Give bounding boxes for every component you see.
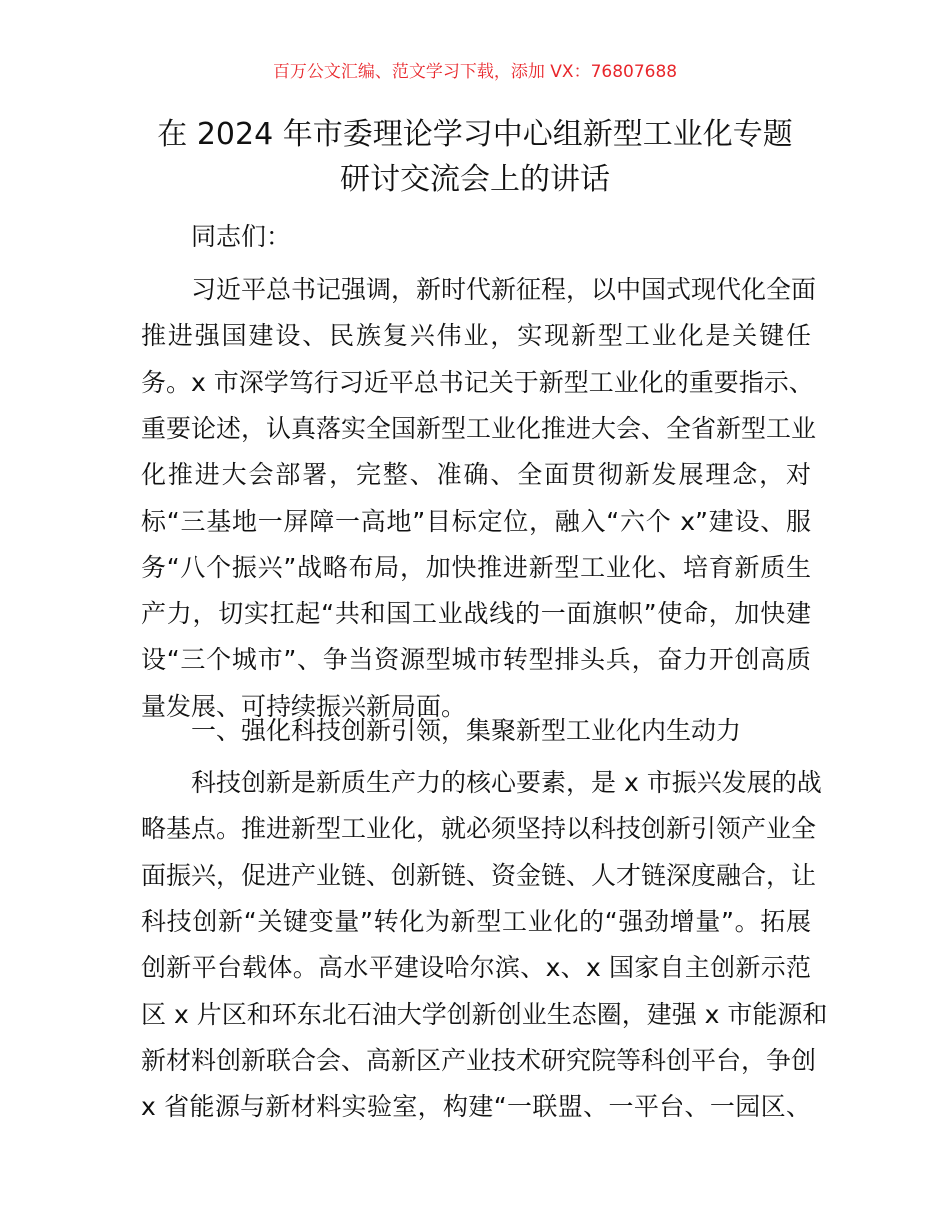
text-line: 设“三个城市”、争当资源型城市转型排头兵，奋力开创高质	[141, 645, 811, 675]
text-line: 略基点。推进新型工业化，就必须坚持以科技创新引领产业全	[141, 814, 817, 844]
document-title-line-1: 在 2024 年市委理论学习中心组新型工业化专题	[157, 117, 793, 152]
text-line: 新材料创新联合会、高新区产业技术研究院等科创平台，争创	[141, 1045, 817, 1075]
salutation: 同志们：	[191, 222, 292, 251]
text-line: 标“三基地一屏障一高地”目标定位，融入“六个 x”建设、服	[141, 506, 811, 536]
text-line: 务“八个振兴”战略布局，加快推进新型工业化、培育新质生	[141, 552, 811, 582]
text-line: 习近平总书记强调，新时代新征程，以中国式现代化全面	[191, 275, 817, 304]
text-line: 产力，切实扛起“共和国工业战线的一面旗帜”使命，加快建	[141, 599, 811, 629]
text-line: 区 x 片区和环东北石油大学创新创业生态圈，建强 x 市能源和	[141, 999, 828, 1029]
section-heading-1: 一、强化科技创新引领，集聚新型工业化内生动力	[191, 716, 742, 745]
text-line: x 省能源与新材料实验室，构建“一联盟、一平台、一园区、	[141, 1092, 811, 1122]
text-line: 科技创新“关键变量”转化为新型工业化的“强劲增量”。拓展	[141, 906, 811, 936]
document-title-line-2: 研讨交流会上的讲话	[340, 162, 610, 197]
text-line: 推进强国建设、民族复兴伟业，实现新型工业化是关键任	[141, 321, 811, 351]
text-line: 重要论述，认真落实全国新型工业化推进大会、全省新型工业	[141, 413, 817, 443]
text-line: 创新平台载体。高水平建设哈尔滨、x、x 国家自主创新示范	[141, 953, 811, 983]
text-line: 面振兴，促进产业链、创新链、资金链、人才链深度融合，让	[141, 860, 817, 890]
watermark-banner: 百万公文汇编、范文学习下载，添加 VX：76807688	[272, 62, 678, 82]
text-line: 务。x 市深学笃行习近平总书记关于新型工业化的重要指示、	[141, 367, 814, 397]
text-line: 量发展、可持续振兴新局面。	[141, 691, 467, 721]
text-line: 化推进大会部署，完整、准确、全面贯彻新发展理念，对	[141, 460, 811, 490]
text-line: 科技创新是新质生产力的核心要素，是 x 市振兴发展的战	[191, 768, 822, 797]
